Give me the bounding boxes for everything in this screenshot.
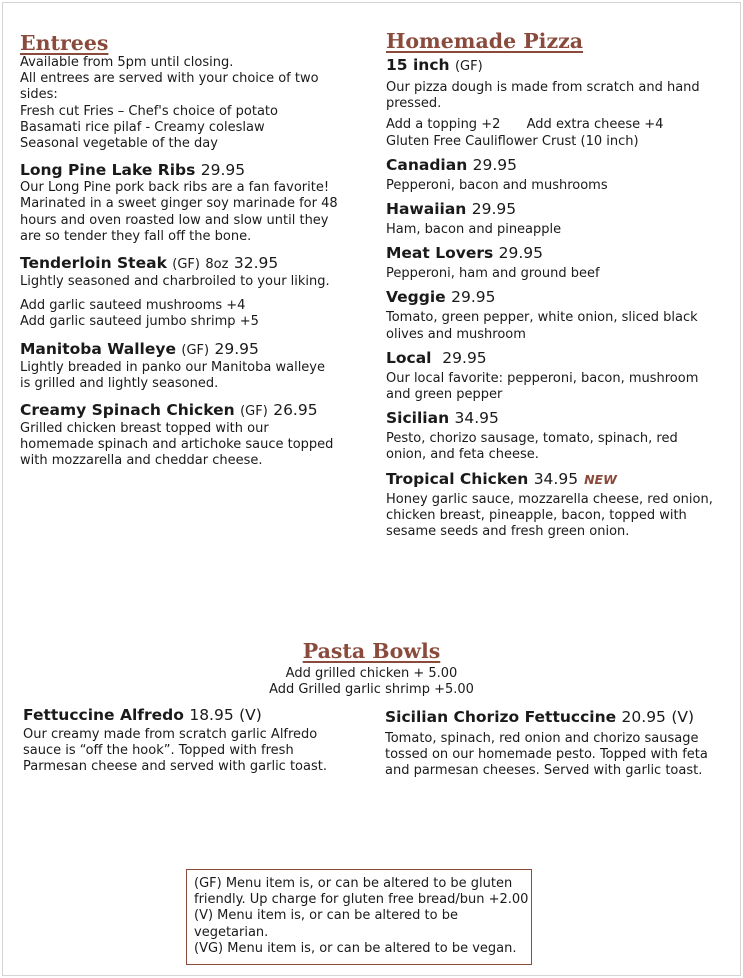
item-name: Long Pine Lake Ribs bbox=[20, 161, 196, 180]
menu-item bbox=[386, 470, 716, 541]
item-price: 32.95 bbox=[233, 254, 279, 273]
item-description: Lightly breaded in panko our Manitoba walleye is grilled and lightly seasoned. bbox=[20, 359, 325, 391]
menu-item bbox=[20, 340, 338, 392]
legend-vg: (VG) Menu item is, or can be altered to be vegan. bbox=[194, 940, 517, 956]
item-description: Tomato, green pepper, white onion, sliced black olives and mushroom bbox=[386, 310, 698, 342]
menu-item bbox=[386, 288, 716, 342]
pizza-size: 15 inch bbox=[386, 56, 450, 74]
menu-item bbox=[20, 401, 338, 470]
entrees-intro-line: All entrees are served with your choice of two sides: bbox=[20, 71, 319, 103]
entrees-title: Entrees bbox=[20, 31, 109, 55]
item-tag: (GF) bbox=[181, 342, 210, 358]
menu-item bbox=[386, 409, 716, 463]
item-description: Our Long Pine pork back ribs are a fan favorite! Marinated in a sweet ginger soy marinade for 48 hours and oven roasted low and slow until they are so tender they fall off the bone. bbox=[20, 180, 338, 244]
pizza-section bbox=[386, 29, 716, 540]
new-badge: NEW bbox=[584, 471, 617, 487]
item-name: Manitoba Walleye bbox=[20, 339, 176, 358]
pizza-size-tag: (GF) bbox=[454, 59, 483, 74]
menu-item bbox=[23, 706, 348, 776]
pasta-addon: Add grilled chicken + 5.00 bbox=[285, 666, 458, 681]
item-name: Canadian bbox=[386, 155, 468, 174]
entrees-section bbox=[20, 31, 338, 470]
item-description: Ham, bacon and pineapple bbox=[386, 222, 562, 238]
entrees-intro-line: Seasonal vegetable of the day bbox=[20, 136, 218, 152]
item-name: Sicilian bbox=[386, 409, 450, 428]
entrees-intro-line: Available from 5pm until closing. bbox=[20, 55, 234, 70]
item-name: Meat Lovers bbox=[386, 244, 494, 263]
dietary-legend bbox=[186, 869, 532, 965]
item-price: 20.95 bbox=[621, 708, 666, 726]
legend-v: (V) Menu item is, or can be altered to be vegetarian. bbox=[194, 908, 458, 940]
item-price: 29.95 bbox=[471, 200, 517, 219]
item-name: Tenderloin Steak bbox=[20, 254, 167, 273]
pizza-topping-option: Add a topping +2 bbox=[386, 117, 501, 133]
item-tag: (GF) bbox=[240, 404, 268, 420]
item-price: 29.95 bbox=[442, 348, 487, 367]
pasta-title bbox=[0, 639, 743, 663]
item-description: Grilled chicken breast topped with our homemade spinach and artichoke sauce topped with mozzarella and cheddar cheese. bbox=[20, 421, 334, 469]
legend-gf: (GF) Menu item is, or can be altered to be gluten friendly. Up charge for gluten free bread/bun +2.00 bbox=[194, 876, 529, 908]
pasta-title-text: Pasta Bowls bbox=[302, 639, 441, 663]
item-addon: Add garlic sauteed mushrooms +4 bbox=[20, 298, 246, 314]
item-name: Hawaiian bbox=[386, 200, 467, 219]
entrees-intro-line: Fresh cut Fries – Chef's choice of potato bbox=[20, 103, 278, 119]
menu-item bbox=[386, 349, 716, 403]
menu-item bbox=[386, 156, 716, 194]
menu-item bbox=[20, 254, 338, 331]
item-name: Sicilian Chorizo Fettuccine bbox=[385, 708, 617, 726]
item-description: Tomato, spinach, red onion and chorizo sausage tossed on our homemade pesto. Topped with feta and parmesan cheeses. Served with garlic toast. bbox=[385, 731, 708, 779]
item-description: Pesto, chorizo sausage, tomato, spinach, red onion, and feta cheese. bbox=[386, 431, 678, 463]
item-name: Local bbox=[386, 348, 432, 367]
item-price: 34.95 bbox=[454, 409, 499, 428]
item-price: 29.95 bbox=[200, 161, 246, 180]
item-name: Creamy Spinach Chicken bbox=[20, 401, 235, 420]
item-description: Pepperoni, ham and ground beef bbox=[386, 266, 600, 282]
item-price: 29.95 bbox=[498, 244, 543, 263]
item-price: 34.95 bbox=[533, 469, 579, 488]
item-tag: (V) bbox=[671, 708, 695, 726]
item-price: 18.95 bbox=[189, 706, 234, 724]
item-name: Tropical Chicken bbox=[386, 469, 529, 488]
pizza-cheese-option: Add extra cheese +4 bbox=[526, 117, 664, 133]
item-portion: 8oz bbox=[205, 257, 229, 273]
item-addon: Add garlic sauteed jumbo shrimp +5 bbox=[20, 314, 259, 330]
pizza-title: Homemade Pizza bbox=[386, 29, 584, 53]
item-description: Honey garlic sauce, mozzarella cheese, red onion, chicken breast, pineapple, bacon, topped with sesame seeds and fresh green onion. bbox=[386, 491, 713, 540]
item-tag: (GF) bbox=[172, 257, 200, 273]
pizza-dough-note: Our pizza dough is made from scratch and hand pressed. bbox=[386, 80, 700, 112]
item-price: 26.95 bbox=[273, 401, 318, 420]
item-description: Our creamy made from scratch garlic Alfredo sauce is “off the hook”. Topped with fresh Parmesan cheese and served with garlic toast. bbox=[23, 727, 327, 775]
entrees-intro-line: Basamati rice pilaf - Creamy coleslaw bbox=[20, 119, 265, 135]
menu-item bbox=[386, 244, 716, 282]
item-tag: (V) bbox=[239, 706, 262, 724]
item-description: Our local favorite: pepperoni, bacon, mushroom and green pepper bbox=[386, 370, 699, 403]
item-price: 29.95 bbox=[472, 155, 518, 174]
pizza-crust-option: Gluten Free Cauliflower Crust (10 inch) bbox=[386, 133, 639, 149]
menu-item bbox=[385, 708, 723, 780]
pizza-options bbox=[386, 117, 716, 133]
menu-item bbox=[20, 161, 338, 245]
item-price: 29.95 bbox=[214, 339, 259, 358]
item-description: Pepperoni, bacon and mushrooms bbox=[386, 177, 608, 193]
item-name: Veggie bbox=[386, 288, 446, 307]
item-name: Fettuccine Alfredo bbox=[23, 706, 184, 724]
item-description: Lightly seasoned and charbroiled to your liking. bbox=[20, 274, 330, 290]
item-price: 29.95 bbox=[451, 288, 496, 307]
pasta-addon: Add Grilled garlic shrimp +5.00 bbox=[269, 682, 474, 697]
menu-item bbox=[386, 200, 716, 238]
